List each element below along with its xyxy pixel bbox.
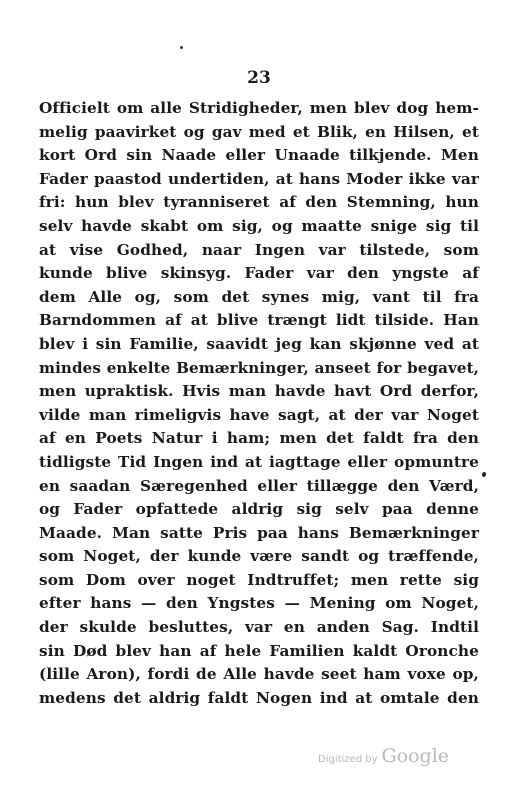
text-line: melig paavirket og gav med et Blik, en Hilsen, et: [39, 122, 479, 141]
text-line: Fader paastod undertiden, at hans Moder ikke var: [39, 169, 479, 188]
text-line: af en Poets Natur i ham; men det faldt fra den: [39, 429, 479, 448]
text-line: medens det aldrig faldt Nogen ind at omtale den: [39, 688, 479, 707]
text-line: Officielt om alle Stridigheder, men blev dog hem-: [39, 99, 479, 117]
text-line: og Fader opfattede aldrig sig selv paa denne: [39, 500, 479, 519]
text-line: blev i sin Familie, saavidt jeg kan skjønne ved at: [39, 334, 479, 353]
text-line: som Noget, der kunde være sandt og træffende,: [39, 547, 479, 566]
text-line: vilde man rimeligvis have sagt, at der var Noget: [39, 405, 479, 424]
text-line: (lille Aron), fordi de Alle havde seet ham voxe op,: [39, 665, 479, 684]
text-line: fri: hun blev tyranniseret af den Stemning, hun: [39, 193, 479, 212]
text-line: efter hans — den Yngstes — Mening om Noget,: [39, 594, 479, 613]
body-text: [39, 97, 479, 710]
text-line: dem Alle og, som det synes mig, vant til fra: [39, 287, 479, 306]
watermark-prefix: Digitized by: [318, 754, 378, 765]
text-line: selv havde skabt om sig, og maatte snige sig til: [39, 216, 479, 235]
text-line: at vise Godhed, naar Ingen var tilstede, som: [39, 240, 479, 259]
watermark-brand: Google: [381, 745, 450, 767]
text-line: som Dom over noget Indtruffet; men rette sig: [39, 570, 479, 589]
digitized-watermark: [318, 745, 449, 767]
text-line: Barndommen af at blive trængt lidt tilside. Han: [39, 311, 479, 330]
text-line: kunde blive skinsyg. Fader var den yngste af: [39, 264, 479, 283]
text-line: kort Ord sin Naade eller Unaade tilkjende. Men: [39, 146, 479, 165]
text-line: men upraktisk. Hvis man havde havt Ord derfor,: [39, 382, 479, 401]
page-number: 23: [247, 68, 271, 88]
text-line: mindes enkelte Bemærkninger, anseet for begavet,: [39, 358, 479, 377]
text-line: der skulde besluttes, var en anden Sag. Indtil: [39, 618, 479, 637]
text-line: tidligste Tid Ingen ind at iagttage eller opmuntre: [39, 452, 479, 471]
ink-speck: [481, 471, 486, 477]
ink-speck: [180, 46, 183, 49]
text-line: Maade. Man satte Pris paa hans Bemærkninger: [39, 523, 479, 542]
text-line: sin Død blev han af hele Familien kaldt Oronche: [39, 641, 479, 660]
text-line: en saadan Særegenhed eller tillægge den Værd,: [39, 476, 479, 495]
